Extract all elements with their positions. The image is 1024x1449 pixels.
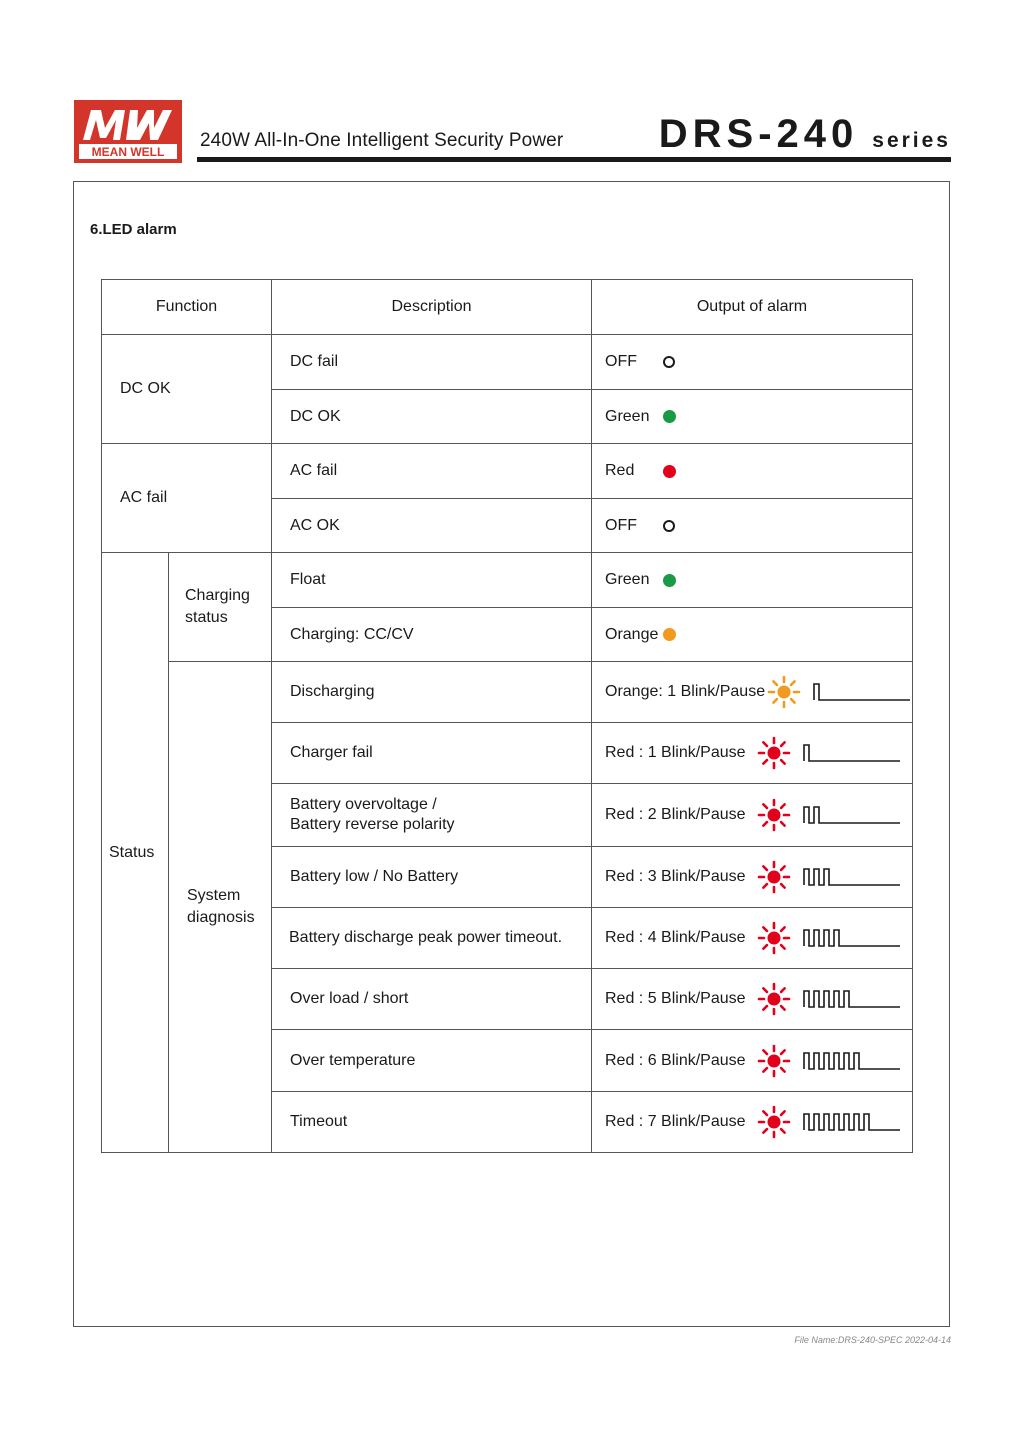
- row-description: Over temperature: [272, 1030, 592, 1092]
- led-off-icon: [663, 520, 675, 532]
- output-text: Orange: 1 Blink/Pause: [605, 683, 766, 700]
- subgroup-label-line2: diagnosis: [187, 909, 255, 926]
- blink-pattern-waveform: [803, 988, 901, 1010]
- product-title: [659, 112, 951, 157]
- row-output: [592, 1030, 913, 1092]
- row-description: Over load / short: [272, 969, 592, 1030]
- subgroup-charging-status: [169, 553, 272, 662]
- mean-well-logo: [74, 100, 182, 163]
- blink-pattern-waveform: [803, 804, 901, 826]
- row-description: Battery low / No Battery: [272, 847, 592, 908]
- row-output: [592, 908, 913, 969]
- output-text: Orange: [605, 625, 659, 643]
- row-output: [592, 390, 913, 444]
- description-line2: Battery reverse polarity: [290, 816, 455, 833]
- row-output: [592, 444, 913, 499]
- group-dc-ok: DC OK: [102, 335, 272, 444]
- row-description: Float: [272, 553, 592, 608]
- row-description: Charging: CC/CV: [272, 608, 592, 662]
- output-text: Green: [605, 407, 650, 425]
- series-label: series: [872, 129, 951, 152]
- blinking-led-icon: [757, 798, 791, 832]
- row-description: [272, 784, 592, 847]
- blink-pattern-waveform: [803, 927, 901, 949]
- led-orange-icon: [663, 628, 676, 641]
- led-red-icon: [663, 465, 676, 478]
- blink-pattern-waveform: [803, 866, 901, 888]
- blinking-led-icon: [757, 860, 791, 894]
- row-description: Discharging: [272, 662, 592, 723]
- output-text: Red : 3 Blink/Pause: [605, 868, 746, 885]
- led-green-icon: [663, 410, 676, 423]
- table-row: [102, 335, 913, 390]
- subgroup-system-diagnosis: [169, 662, 272, 1153]
- blinking-led-icon: [757, 921, 791, 955]
- output-text: Red : 4 Blink/Pause: [605, 929, 746, 946]
- row-description: Charger fail: [272, 723, 592, 784]
- row-description: AC OK: [272, 499, 592, 553]
- subgroup-label-line2: status: [185, 609, 228, 626]
- blinking-led-icon: [767, 675, 801, 709]
- group-ac-fail: AC fail: [102, 444, 272, 553]
- row-output: [592, 662, 913, 723]
- row-description: DC fail: [272, 335, 592, 390]
- table-header-row: [102, 280, 913, 335]
- output-text: Green: [605, 571, 650, 588]
- output-text: Red: [605, 462, 635, 479]
- row-output: [592, 499, 913, 553]
- row-output: [592, 608, 913, 662]
- blinking-led-icon: [757, 1044, 791, 1078]
- column-header-description: Description: [272, 280, 592, 335]
- blink-pattern-waveform: [803, 742, 901, 764]
- column-header-function: Function: [102, 280, 272, 335]
- blink-pattern-waveform: [803, 1111, 901, 1133]
- file-name-footer: File Name:DRS-240-SPEC 2022-04-14: [794, 1335, 951, 1345]
- row-description: DC OK: [272, 390, 592, 444]
- table-row: [102, 553, 913, 608]
- output-text: Red : 2 Blink/Pause: [605, 806, 746, 823]
- blinking-led-icon: [757, 982, 791, 1016]
- column-header-output: Output of alarm: [592, 280, 913, 335]
- output-text: Red : 6 Blink/Pause: [605, 1051, 746, 1069]
- output-text: Red : 7 Blink/Pause: [605, 1113, 746, 1130]
- led-green-icon: [663, 574, 676, 587]
- row-output: [592, 784, 913, 847]
- subgroup-label-line1: System: [187, 887, 241, 904]
- row-output: [592, 847, 913, 908]
- row-output: [592, 969, 913, 1030]
- section-title: 6.LED alarm: [90, 221, 177, 238]
- row-description: Timeout: [272, 1092, 592, 1153]
- description-line1: Battery overvoltage /: [290, 796, 437, 813]
- subgroup-label-line1: Charging: [185, 587, 250, 604]
- header-rule: [197, 157, 951, 162]
- output-text: OFF: [605, 516, 637, 534]
- row-description: AC fail: [272, 444, 592, 499]
- svg-text:MEAN WELL: MEAN WELL: [91, 145, 165, 159]
- output-text: Red : 5 Blink/Pause: [605, 990, 746, 1007]
- blinking-led-icon: [757, 736, 791, 770]
- output-text: Red : 1 Blink/Pause: [605, 744, 746, 761]
- blinking-led-icon: [757, 1105, 791, 1139]
- product-subtitle: 240W All-In-One Intelligent Security Power: [200, 130, 564, 151]
- table-row: [102, 662, 913, 723]
- led-off-icon: [663, 356, 675, 368]
- blink-pattern-waveform: [813, 681, 911, 703]
- row-output: [592, 723, 913, 784]
- table-row: [102, 444, 913, 499]
- output-text: OFF: [605, 353, 637, 370]
- group-status: Status: [102, 553, 169, 1153]
- row-output: [592, 1092, 913, 1153]
- row-output: [592, 335, 913, 390]
- row-description: Battery discharge peak power timeout.: [272, 908, 592, 969]
- blink-pattern-waveform: [803, 1050, 901, 1072]
- row-output: [592, 553, 913, 608]
- led-alarm-table: [101, 279, 913, 1153]
- model-name: DRS-240: [658, 112, 859, 156]
